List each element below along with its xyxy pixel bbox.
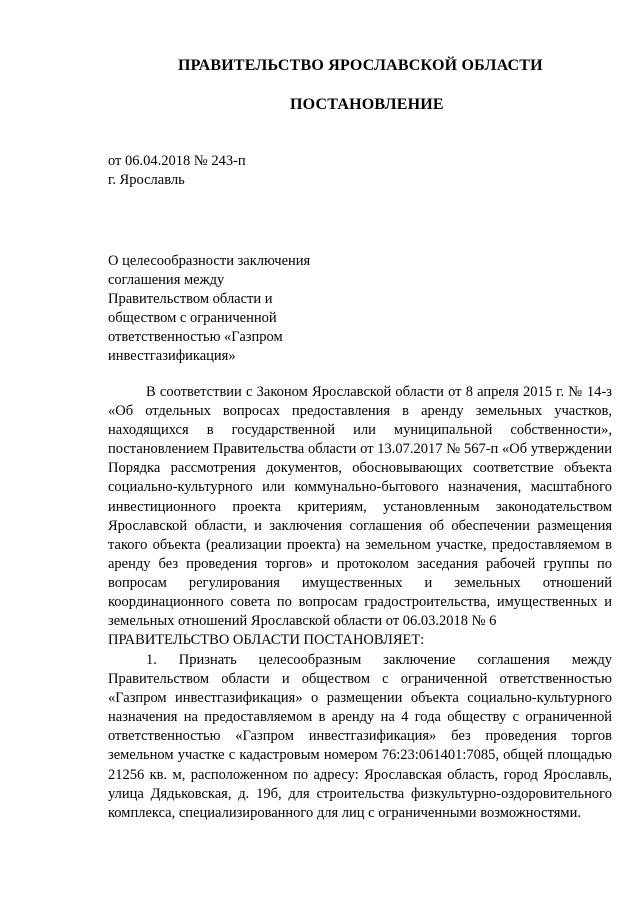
subject-line: инвестгазификация» [108, 348, 236, 364]
government-title: ПРАВИТЕЛЬСТВО ЯРОСЛАВСКОЙ ОБЛАСТИ [178, 57, 543, 74]
decree-statement: ПРАВИТЕЛЬСТВО ОБЛАСТИ ПОСТАНОВЛЯЕТ: [108, 632, 425, 648]
subject-line: О целесообразности заключения [108, 253, 311, 269]
document-subject [108, 252, 348, 366]
clause-1-paragraph: 1. Признать целесообразным заключение соглашения между Правительством области и обществом с ограниченной ответственностью «Газпром инвестгазификация» о размещении объекта социально-культурного назначения на предоставляемом в аренду на 4 года обществу с ограниченной ответственностью «Газпром инвестгазификация» без проведения торгов земельном участке с кадастровым номером 76:23:061401:7085, общей площадью 21256 кв. м, расположенном по адресу: Ярославская область, город Ярославль, улица Дядьковская, д. 19б, для строительства физкультурно-оздоровительного комплекса, специализированного для лиц с ограниченными возможностями. [108, 652, 612, 821]
subject-line: обществом с ограниченной [108, 310, 277, 326]
subject-line: ответственностью «Газпром [108, 329, 283, 345]
preamble-paragraph: В соответствии с Законом Ярославской области от 8 апреля 2015 г. № 14-з «Об отдельных вопросах предоставления в аренду земельных участков, находящихся в государственной или муниципальной собственности», постановлением Правительства области от 13.07.2017 № 567-п «Об утверждении Порядка рассмотрения документов, обосновывающих соответствие объекта социально-культурного или коммунально-бытового назначения, масштабного инвестиционного проекта критериям, установленным законодательством Ярославской области, и заключения соглашения об обеспечении размещения такого объекта (реализации проекта) на земельном участке, предоставляемом в аренду без проведения торгов» и протоколом заседания рабочей группы по вопросам регулирования имущественных и земельных отношений координационного совета по вопросам градостроительства, имущественных и земельных отношений Ярославской области от 06.03.2018 № 6 [108, 384, 612, 630]
document-date-number: от 06.04.2018 № 243-п [108, 153, 246, 169]
subject-line: соглашения между [108, 272, 225, 288]
document-city: г. Ярославль [108, 172, 185, 188]
subject-line: Правительством области и [108, 291, 273, 307]
document-type-title: ПОСТАНОВЛЕНИЕ [290, 96, 444, 113]
